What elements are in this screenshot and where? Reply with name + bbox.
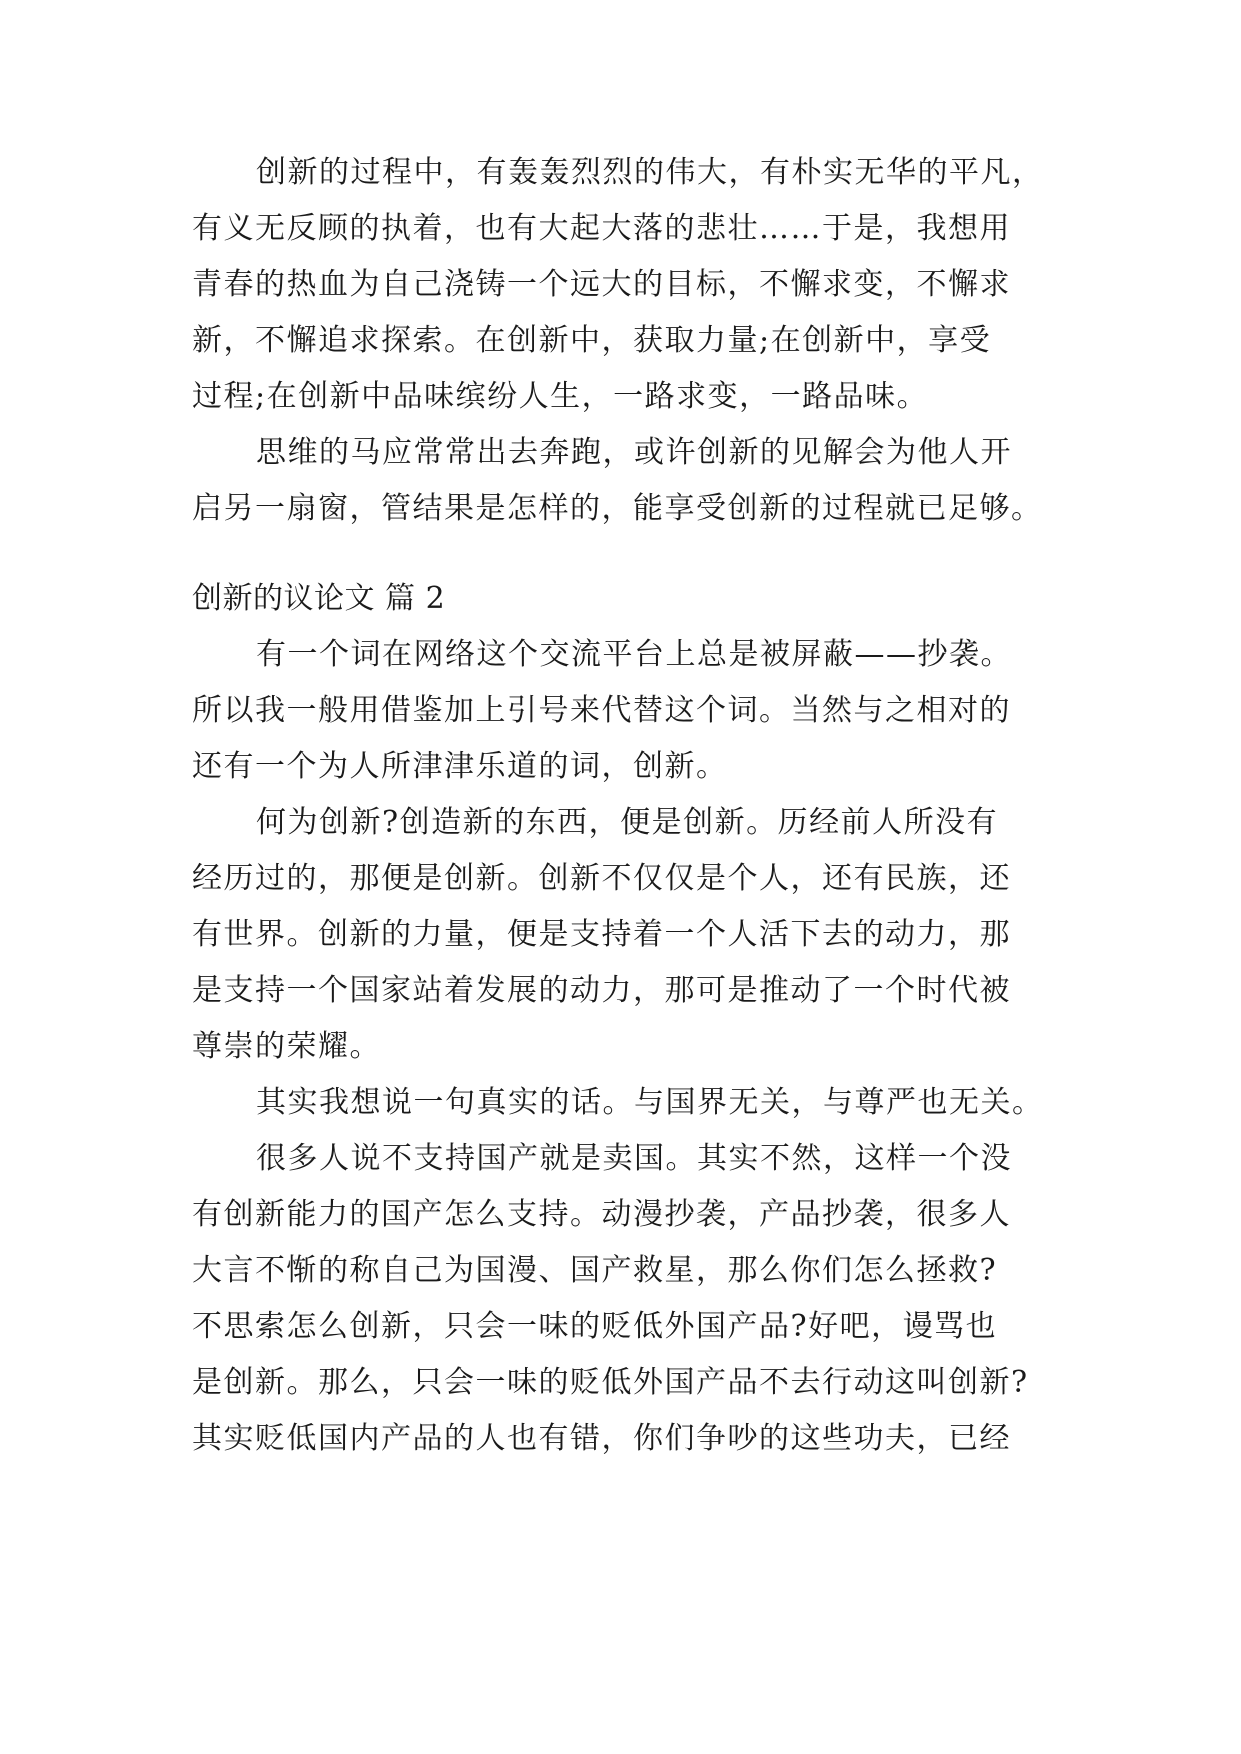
paragraph-line: 不思索怎么创新，只会一味的贬低外国产品?好吧，谩骂也 <box>192 1309 998 1344</box>
paragraph-line: 有一个词在网络这个交流平台上总是被屏蔽——抄袭。 <box>256 637 1012 672</box>
paragraph-line: 是支持一个国家站着发展的动力，那可是推动了一个时代被 <box>192 973 1011 1008</box>
paragraph-line: 大言不惭的称自己为国漫、国产救星，那么你们怎么拯救? <box>192 1253 998 1288</box>
paragraph-line: 尊崇的荣耀。 <box>192 1029 381 1064</box>
paragraph-line: 很多人说不支持国产就是卖国。其实不然，这样一个没 <box>256 1141 1012 1176</box>
paragraph-line: 有创新能力的国产怎么支持。动漫抄袭，产品抄袭，很多人 <box>192 1197 1011 1232</box>
paragraph-line: 青春的热血为自己浇铸一个远大的目标，不懈求变，不懈求 <box>192 267 1011 302</box>
paragraph-line: 有义无反顾的执着，也有大起大落的悲壮……于是，我想用 <box>192 211 1011 246</box>
paragraph-line: 何为创新?创造新的东西，便是创新。历经前人所没有 <box>256 805 999 840</box>
paragraph-line: 经历过的，那便是创新。创新不仅仅是个人，还有民族，还 <box>192 861 1011 896</box>
paragraph-line: 其实贬低国内产品的人也有错，你们争吵的这些功夫，已经 <box>192 1421 1011 1456</box>
paragraph-line: 所以我一般用借鉴加上引号来代替这个词。当然与之相对的 <box>192 693 1011 728</box>
paragraph-line: 其实我想说一句真实的话。与国界无关，与尊严也无关。 <box>256 1085 1044 1120</box>
paragraph-line: 还有一个为人所津津乐道的词，创新。 <box>192 749 728 784</box>
paragraph-line: 启另一扇窗，管结果是怎样的，能享受创新的过程就已足够。 <box>192 491 1043 526</box>
paragraph-line: 是创新。那么，只会一味的贬低外国产品不去行动这叫创新? <box>192 1365 1029 1400</box>
paragraph-line: 新，不懈追求探索。在创新中，获取力量;在创新中，享受 <box>192 323 992 358</box>
section-heading: 创新的议论文 篇 2 <box>192 581 446 616</box>
paragraph-line: 创新的过程中，有轰轰烈烈的伟大，有朴实无华的平凡， <box>256 155 1044 190</box>
paragraph-line: 过程;在创新中品味缤纷人生，一路求变，一路品味。 <box>192 379 929 414</box>
paragraph-line: 思维的马应常常出去奔跑，或许创新的见解会为他人开 <box>256 435 1012 470</box>
paragraph-line: 有世界。创新的力量，便是支持着一个人活下去的动力，那 <box>192 917 1011 952</box>
